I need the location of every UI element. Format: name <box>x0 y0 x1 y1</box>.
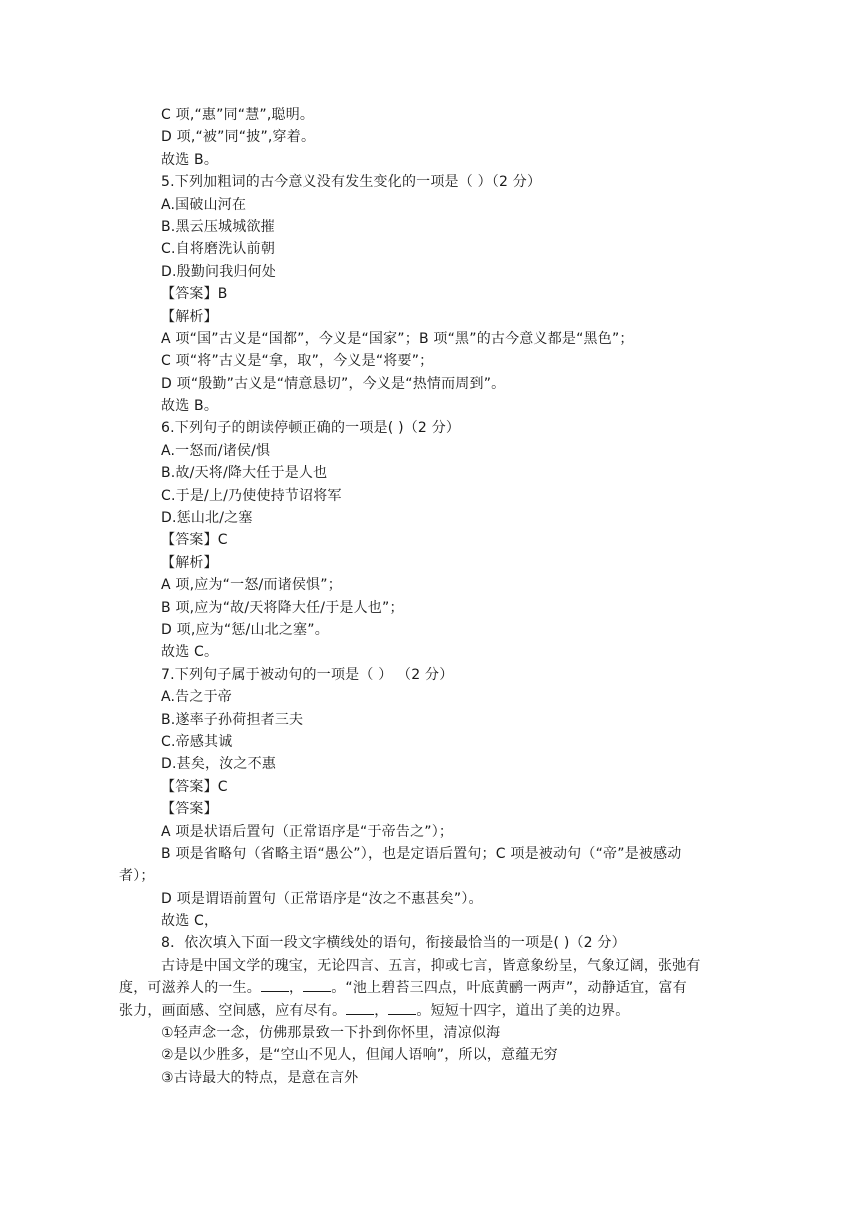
text-line: D 项,应为“惩/山北之塞”。 <box>161 621 329 638</box>
passage-text: 张力，画面感、空间感，应有尽有。 <box>119 1002 347 1019</box>
option-2 <box>119 1044 737 1066</box>
text-line: A.一怒而/诸侯/惧 <box>161 442 271 459</box>
text-line: D.惩山北/之塞 <box>161 510 253 527</box>
text-line: B.遂率子孙荷担者三夫 <box>161 711 304 728</box>
passage-text: ， <box>374 1002 389 1019</box>
passage-text: 度，可滋养人的一生。 <box>119 980 261 997</box>
blank-line <box>261 977 289 992</box>
option-text: ①轻声念一念，仿佛那景致一下扑到你怀里，清凉似海 <box>161 1025 501 1042</box>
text-line: D.甚矣，汝之不惠 <box>161 756 277 773</box>
question-lines <box>119 104 737 955</box>
text-line: 5.下列加粗词的古今意义没有发生变化的一项是（ ）（2 分） <box>161 174 542 191</box>
text-line: 故选 C， <box>161 913 219 930</box>
text-line: B 项是省略句（省略主语“愚公”），也是定语后置句；C 项是被动句（“帝”是被感动 <box>161 845 682 862</box>
text-line: C.于是/上/乃使使持节诏将军 <box>161 487 342 504</box>
option-text: ③古诗最大的特点，是意在言外 <box>161 1069 359 1086</box>
text-line: 7.下列句子属于被动句的一项是（ ） （2 分） <box>161 666 454 683</box>
text-line: 故选 B。 <box>161 398 219 415</box>
option-3 <box>119 1067 737 1089</box>
text-line: 【答案】B <box>161 286 228 303</box>
blank-line <box>346 1000 374 1015</box>
text-line: 【答案】C <box>161 532 228 549</box>
text-line: A.国破山河在 <box>161 196 247 213</box>
text-line: D 项,“被”同“披”,穿着。 <box>161 129 316 146</box>
text-line: D 项是谓语前置句（正常语序是“汝之不惠甚矣”）。 <box>161 890 483 907</box>
text-line: 【解析】 <box>161 308 218 325</box>
text-line: B 项,应为“故/天将降大任/于是人也”； <box>161 599 404 616</box>
text-line: 8．依次填入下面一段文字横线处的语句，衔接最恰当的一项是( )（2 分） <box>161 935 626 952</box>
passage-line-3 <box>119 1000 737 1022</box>
text-line: 者）； <box>119 868 155 885</box>
passage-line-1 <box>119 955 737 977</box>
passage-text: 。“池上碧苔三四点，叶底黄鹂一两声”，动静适宜，富有 <box>331 980 687 997</box>
text-line: B.黑云压城城欲摧 <box>161 218 275 235</box>
text-line: A 项“国”古义是“国都”，今义是“国家”；B 项“黑”的古今意义都是“黑色”； <box>161 330 634 347</box>
text-line: D 项“殷勤”古义是“情意恳切”，今义是“热情而周到”。 <box>161 375 506 392</box>
option-1 <box>119 1022 737 1044</box>
text-line: 【答案】 <box>161 801 218 818</box>
passage-text: 。短短十四字，道出了美的边界。 <box>416 1002 630 1019</box>
text-line: C.帝感其诚 <box>161 733 233 750</box>
text-line: A 项,应为“一怒/而诸侯惧”； <box>161 577 342 594</box>
passage-line-2 <box>119 977 737 999</box>
text-line: C 项,“惠”同“慧”,聪明。 <box>161 107 315 123</box>
text-line: 故选 B。 <box>161 151 219 168</box>
blank-line <box>388 1000 416 1015</box>
text-line: B.故/天将/降大任于是人也 <box>161 465 328 482</box>
text-line: 【答案】C <box>161 778 228 795</box>
document-body <box>119 104 737 1089</box>
passage-text: 古诗是中国文学的瑰宝，无论四言、五言，抑或七言，皆意象纷呈，气象辽阔，张弛有 <box>161 957 701 974</box>
text-line: C 项“将”古义是“拿，取”，今义是“将要”； <box>161 353 434 370</box>
text-line: 故选 C。 <box>161 644 219 661</box>
text-line: C.自将磨洗认前朝 <box>161 241 276 258</box>
text-line: 6.下列句子的朗读停顿正确的一项是( )（2 分） <box>161 420 461 437</box>
text-line: D.殷勤问我归何处 <box>161 263 277 280</box>
text-line: A 项是状语后置句（正常语序是“于帝告之”）； <box>161 823 454 840</box>
option-text: ②是以少胜多，是“空山不见人，但闻人语响”，所以，意蕴无穷 <box>161 1047 558 1064</box>
blank-line <box>303 977 331 992</box>
passage-text: ， <box>289 980 304 997</box>
text-line: A.告之于帝 <box>161 689 232 706</box>
text-line: 【解析】 <box>161 554 218 571</box>
